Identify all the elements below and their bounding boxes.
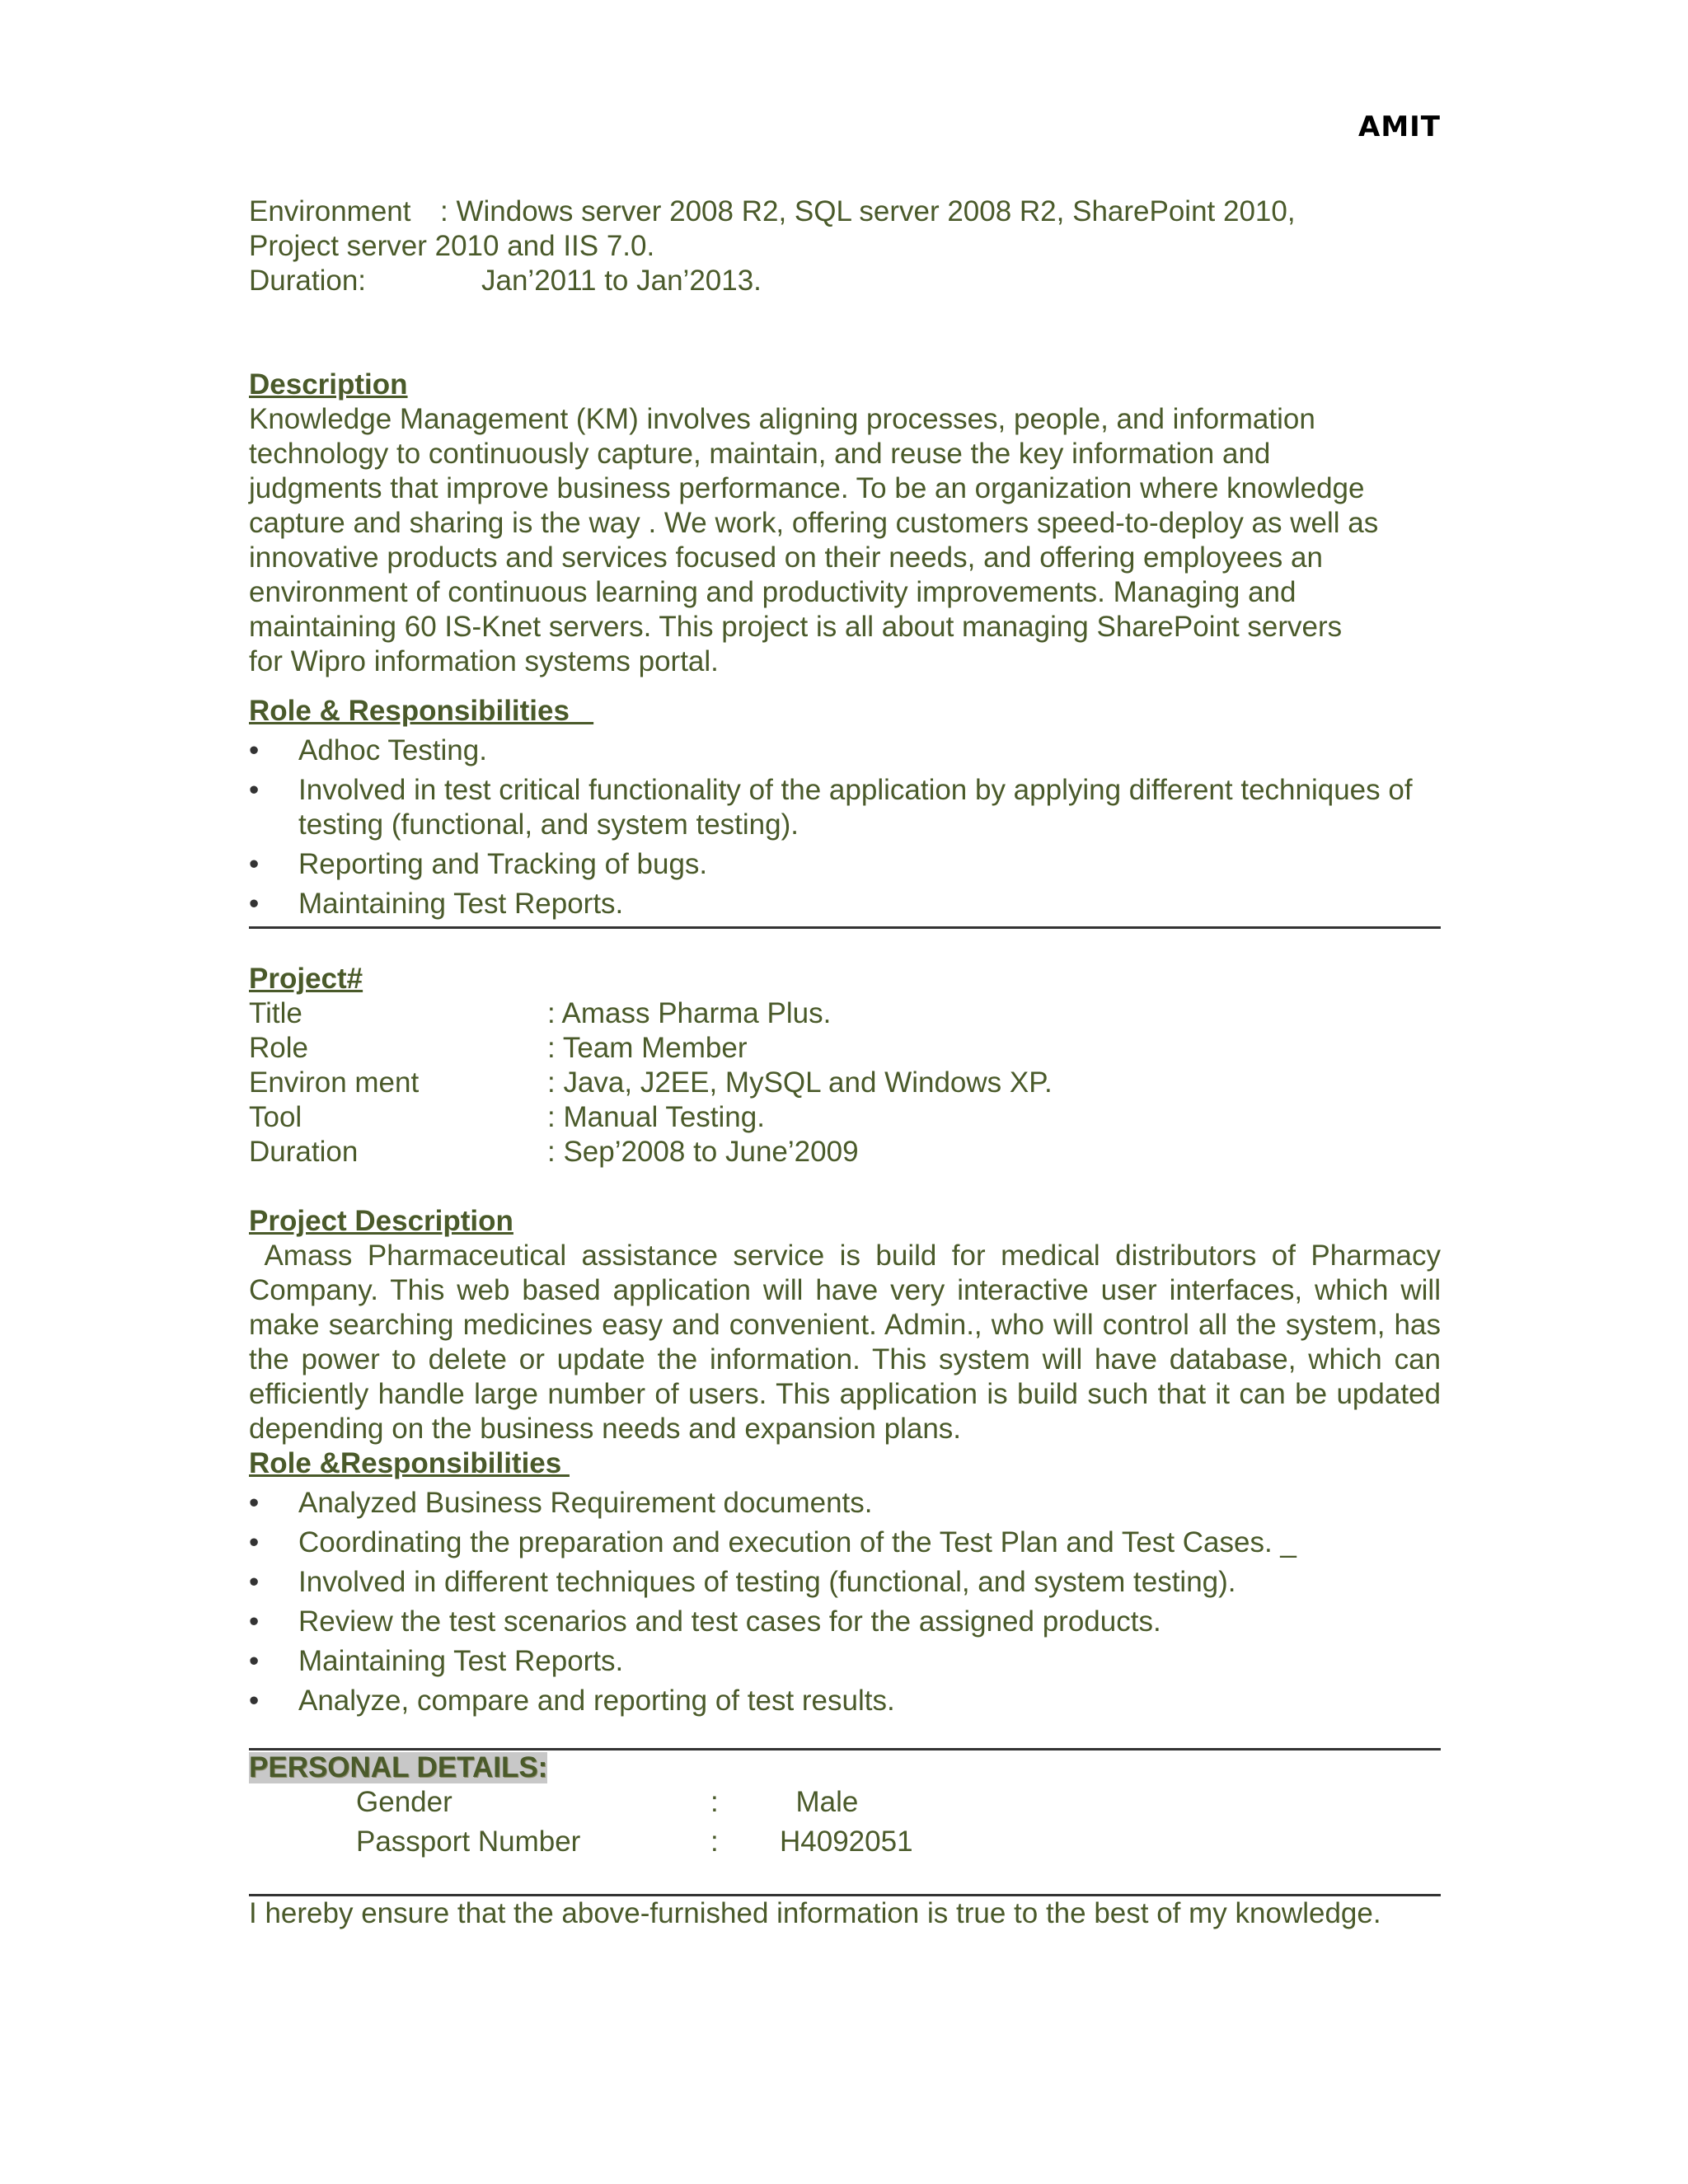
duration-value: Jan’2011 to Jan’2013.: [481, 265, 762, 297]
description-line: for Wipro information systems portal.: [249, 645, 719, 677]
field-value: : Java, J2EE, MySQL and Windows XP.: [547, 1066, 1053, 1099]
section-divider: [249, 1748, 1441, 1750]
detail-label: Gender: [356, 1786, 452, 1818]
declaration-text: I hereby ensure that the above-furnished information is true to the best of my knowledge.: [249, 1897, 1381, 1929]
detail-value: Male: [780, 1786, 859, 1818]
list-item: • Adhoc Testing.: [249, 733, 1441, 768]
environment-value: : Windows server 2008 R2, SQL server 2008 R2, SharePoint 2010,: [440, 195, 1296, 227]
environment-label: Environment: [249, 195, 411, 227]
field-label: Role: [249, 1032, 308, 1064]
candidate-name: AMIT: [1358, 110, 1441, 143]
list-item: • Maintaining Test Reports.: [249, 887, 1441, 921]
description-heading: Description: [249, 368, 408, 401]
project-description-text: Amass Pharmaceutical assistance service is build for medical distributors of Pharmacy Company. This web based application will have very interactive user interfaces, which will make searching medicines easy and convenient. Admin., who will control all the system, has the power to delete or update the information. This system will have database, which can efficiently handle large number of users. This application is build such that it can be updated depending on the business needs and expansion plans.: [249, 1240, 1449, 1445]
list-item: • Analyze, compare and reporting of test results.: [249, 1684, 1441, 1718]
resume-content: [249, 194, 1449, 1931]
duration-label: Duration:: [249, 265, 367, 297]
detail-value: H4092051: [780, 1825, 913, 1858]
description-line: maintaining 60 IS-Knet servers. This project is all about managing SharePoint servers: [249, 611, 1343, 643]
list-item: • Maintaining Test Reports.: [249, 1644, 1441, 1679]
project-description-heading: Project Description: [249, 1205, 513, 1237]
list-item: • Involved in different techniques of testing (functional, and system testing).: [249, 1565, 1441, 1600]
description-line: capture and sharing is the way . We work, offering customers speed-to-deploy as well as: [249, 507, 1379, 539]
project-heading: Project#: [249, 963, 363, 995]
description-text: [249, 402, 1441, 679]
roles-heading: Role & Responsibilities: [249, 695, 594, 727]
description-line: environment of continuous learning and productivity improvements. Managing and: [249, 576, 1296, 608]
environment-line: [249, 194, 1441, 229]
field-value: : Amass Pharma Plus.: [547, 997, 832, 1029]
field-label: Duration: [249, 1136, 359, 1168]
field-value: : Team Member: [547, 1032, 748, 1064]
field-value: : Sep’2008 to June’2009: [547, 1136, 859, 1168]
duration-line: [249, 264, 1441, 298]
list-item: • Involved in test critical functionality of the application by applying different techniques of testing (functional, and system testing).: [249, 773, 1441, 842]
detail-colon: :: [710, 1825, 719, 1858]
project-field-row: [249, 1135, 1441, 1169]
environment-continuation: Project server 2010 and IIS 7.0.: [249, 230, 655, 262]
description-line: Knowledge Management (KM) involves aligning processes, people, and information: [249, 403, 1315, 435]
field-label: Tool: [249, 1101, 302, 1133]
project-field-row: [249, 1100, 1441, 1135]
description-line: judgments that improve business performance. To be an organization where knowledge: [249, 472, 1365, 504]
list-item: • Reporting and Tracking of bugs.: [249, 847, 1441, 882]
roles-list-2: [249, 1486, 1441, 1718]
personal-detail-row: [356, 1825, 1441, 1859]
description-line: technology to continuously capture, maintain, and reuse the key information and: [249, 438, 1271, 470]
list-item: • Review the test scenarios and test cases for the assigned products.: [249, 1605, 1441, 1639]
description-line: innovative products and services focused on their needs, and offering employees an: [249, 541, 1323, 574]
field-label: Title: [249, 997, 302, 1029]
detail-colon: :: [710, 1786, 719, 1818]
field-label: Environ ment: [249, 1066, 420, 1099]
list-item: • Analyzed Business Requirement documents.: [249, 1486, 1441, 1521]
personal-details-heading: PERSONAL DETAILS:: [249, 1751, 548, 1783]
roles-list: [249, 733, 1441, 921]
field-value: : Manual Testing.: [547, 1101, 765, 1133]
project-field-row: [249, 1031, 1441, 1066]
project-field-row: [249, 1066, 1441, 1100]
detail-label: Passport Number: [356, 1825, 581, 1858]
roles-heading-2: Role &Responsibilities: [249, 1447, 570, 1479]
list-item: • Coordinating the preparation and execution of the Test Plan and Test Cases. _: [249, 1526, 1441, 1560]
project-field-row: [249, 996, 1441, 1031]
personal-detail-row: [356, 1785, 1441, 1820]
